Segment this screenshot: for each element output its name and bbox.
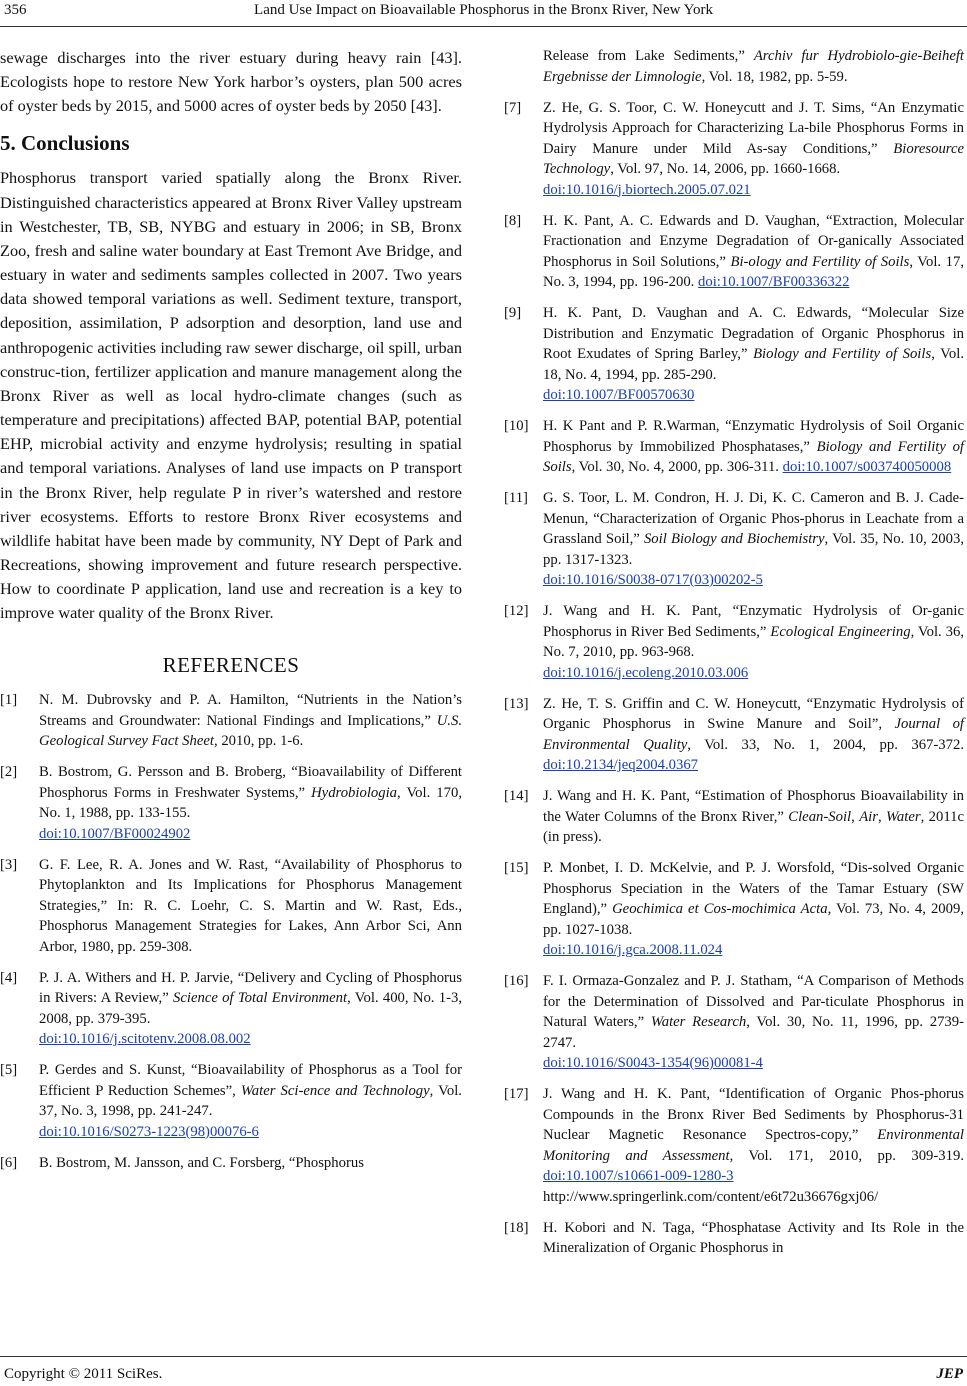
reference-text: H. K Pant and P. R.Warman, “Enzymatic Hydrolysis of Soil Organic Phosphorus by Immobilized Phosphatases,” Biology and Fertility of Soils, Vol. 30, No. 4, 2000, pp. 306-311. doi:10.1007/s003740050008: [543, 418, 964, 475]
reference-number: [5]: [0, 1062, 18, 1079]
reference-number: [6]: [0, 1154, 18, 1171]
doi-link[interactable]: doi:10.1016/j.gca.2008.11.024: [543, 942, 723, 958]
right-column: [504, 46, 964, 1269]
reference-text: H. K. Pant, D. Vaughan and A. C. Edwards, “Molecular Size Distribution and Enzymatic Degradation of Organic Phosphorus in Root Exudates of Spring Barley,” Biology and Fertility of Soils, Vol. 18, No. 4, 1994, pp. 285-290. doi:10.1007/BF00570630: [543, 303, 964, 406]
doi-link[interactable]: doi:10.1016/S0038-0717(03)00202-5: [543, 572, 763, 588]
reference-9: [504, 303, 964, 406]
reference-number: [17]: [504, 1086, 529, 1102]
page-footer: [0, 1352, 967, 1386]
conclusions-heading: 5. Conclusions: [0, 131, 130, 156]
reference-number: [10]: [504, 418, 529, 434]
page-number: 356: [4, 2, 27, 18]
doi-link[interactable]: doi:10.1007/BF00570630: [543, 387, 695, 403]
reference-number: [18]: [504, 1219, 529, 1236]
reference-number: [13]: [504, 695, 529, 712]
reference-text: Z. He, G. S. Toor, C. W. Honeycutt and J. T. Sims, “An Enzymatic Hydrolysis Approach for Characterizing La-bile Phosphorus Forms in Dairy Manure under Mild As-say Conditions,” Bioresource Technology, Vol. 97, No. 14, 2006, pp. 1660-1668. doi:10.1016/j.biortech.2005.07.021: [543, 98, 964, 201]
doi-link[interactable]: doi:10.1007/s10661-009-1280-3: [543, 1168, 734, 1184]
reference-number: [3]: [0, 856, 18, 873]
reference-text: Release from Lake Sediments,” Archiv fur Hydrobiolo-gie-Beiheft Ergebnisse der Limnologie, Vol. 18, 1982, pp. 5-59.: [543, 48, 964, 85]
springer-url[interactable]: http://www.springerlink.com/content/e6t72u36676gxj06/: [543, 1188, 879, 1205]
doi-link[interactable]: doi:10.1016/j.ecoleng.2010.03.006: [543, 664, 749, 681]
doi-link[interactable]: doi:10.1007/BF00024902: [39, 825, 191, 842]
copyright-notice: Copyright © 2011 SciRes.: [4, 1366, 163, 1382]
reference-11: [504, 488, 964, 591]
reference-text: B. Bostrom, G. Persson and B. Broberg, “Bioavailability of Different Phosphorus Forms in Freshwater Systems,” Hydrobiologia, Vol. 170, No. 1, 1988, pp. 133-155. doi:10.1007/BF00024902: [39, 762, 462, 844]
reference-4: [0, 968, 462, 1050]
reference-6-start: [0, 1153, 462, 1174]
reference-number: [4]: [0, 969, 18, 986]
doi-link[interactable]: doi:10.2134/jeq2004.0367: [543, 757, 699, 773]
page-header: [0, 0, 967, 30]
reference-number: [15]: [504, 860, 529, 876]
conclusions-paragraph: Phosphorus transport varied spatially along the Bronx River. Distinguished characteristics appeared at Bronx River Valley upstream in Westchester, TB, SB, NYBG and estuary in 2006; in SB, Bronx Zoo, fresh and saline water boundary at East Tremont Ave Bridge, and estuary in water and sediments samples collected in 2007. Two years data showed temporal variations as well. Sediment texture, transport, deposition, assimilation, P adsorption and desorption, land use and anthropogenic activities including raw sewer discharge, oil spill, urban construc-tion, fertilizer application and manure management along the Bronx River as well as local hydro-climate changes (such as temperature and precipitations) affected BAP, potential BAP, potential EHP, microbial activity and enzyme hydrolysis; resulting in spatial and temporal variations. Analyses of land use impacts on P transport in the Bronx River, help regulate P in river’s watershed and restore river ecosystems. Efforts to restore Bronx River ecosystems and wildlife habitat have been made by community, NY Dept of Park and Recreations, showing improvement and future research perspective. How to coordinate P application, land use and recreation is a key to improve water quality of the Bronx River.: [0, 168, 462, 623]
reference-text: G. F. Lee, R. A. Jones and W. Rast, “Availability of Phosphorus to Phytoplankton and Its Implications for Phosphorus Management Strategies,” In: R. C. Loehr, C. S. Martin and W. Rast, Eds., Phosphorus Management Strategies for Lakes, Ann Arbor Sci, Ann Arbor, 1980, pp. 259-308.: [39, 856, 462, 955]
reference-1: [0, 690, 462, 752]
reference-text: G. S. Toor, L. M. Condron, H. J. Di, K. C. Cameron and B. J. Cade-Menun, “Characterization of Organic Phos-phorus in Leachate from a Grassland Soil,” Soil Biology and Biochemistry, Vol. 35, No. 10, 2003, pp. 1317-1323. doi:10.1016/S0038-0717(03)00202-5: [543, 488, 964, 591]
reference-text: B. Bostrom, M. Jansson, and C. Forsberg, “Phosphorus: [39, 1154, 364, 1171]
references-heading: REFERENCES: [162, 653, 300, 678]
reference-text: Z. He, T. S. Griffin and C. W. Honeycutt, “Enzymatic Hydrolysis of Organic Phosphorus in Swine Manure and Soil”, Journal of Environmental Quality, Vol. 33, No. 1, 2004, pp. 367-372. doi:10.2134/jeq2004.0367: [543, 695, 964, 773]
doi-link[interactable]: doi:10.1016/j.biortech.2005.07.021: [543, 181, 751, 198]
footer-divider: [0, 1356, 967, 1357]
left-column: [0, 46, 462, 1184]
reference-number: [1]: [0, 692, 18, 709]
reference-number: [12]: [504, 603, 529, 619]
reference-text: P. Gerdes and S. Kunst, “Bioavailability of Phosphorus as a Tool for Efficient P Reduction Schemes”, Water Sci-ence and Technology, Vol. 37, No. 3, 1998, pp. 241-247. doi:10.1016/S0273-1223(98)00076-6: [39, 1060, 462, 1142]
reference-number: [9]: [504, 305, 522, 321]
reference-number: [14]: [504, 788, 529, 804]
reference-10: [504, 416, 964, 478]
reference-number: [7]: [504, 99, 522, 116]
running-title: Land Use Impact on Bioavailable Phosphorus in the Bronx River, New York: [254, 2, 713, 18]
reference-number: [16]: [504, 973, 529, 989]
reference-6-continued: [504, 46, 964, 87]
reference-17: [504, 1084, 964, 1207]
reference-2: [0, 762, 462, 844]
reference-8: [504, 211, 964, 293]
doi-link[interactable]: doi:10.1007/BF00336322: [698, 274, 850, 290]
reference-text: P. Monbet, I. D. McKelvie, and P. J. Worsfold, “Dis-solved Organic Phosphorus Speciation in the Waters of the Tamar Estuary (SW England),” Geochimica et Cos-mochimica Acta, Vol. 73, No. 4, 2009, pp. 1027-1038. doi:10.1016/j.gca.2008.11.024: [543, 858, 964, 961]
doi-link[interactable]: doi:10.1016/S0273-1223(98)00076-6: [39, 1123, 259, 1140]
reference-5: [0, 1060, 462, 1142]
reference-15: [504, 858, 964, 961]
intro-paragraph: sewage discharges into the river estuary during heavy rain [43]. Ecologists hope to restore New York harbor’s oysters, plan 500 acres of oyster beds by 2015, and 5000 acres of oyster beds by 2050 [43].: [0, 48, 462, 116]
reference-number: [11]: [504, 490, 528, 506]
reference-text: J. Wang and H. K. Pant, “Estimation of Phosphorus Bioavailability in the Water Columns of the Bronx River,” Clean-Soil, Air, Water, 2011c (in press).: [543, 788, 964, 845]
reference-text: J. Wang and H. K. Pant, “Identification of Organic Phos-phorus Compounds in the Bronx River Bed Sediments by Phosphorus-31 Nuclear Magnetic Resonance Spectros-copy,” Environmental Monitoring and Assessment, Vol. 171, 2010, pp. 309-319. doi:10.1007/s10661-009-1280-3 http://www.springerlink.com/content/e6t72u36676gxj06/: [543, 1086, 964, 1205]
journal-abbreviation: JEP: [936, 1366, 963, 1382]
reference-14: [504, 786, 964, 848]
doi-link[interactable]: doi:10.1007/s003740050008: [782, 459, 952, 475]
reference-number: [2]: [0, 764, 18, 781]
reference-16: [504, 971, 964, 1074]
reference-3: [0, 855, 462, 958]
reference-7: [504, 98, 964, 201]
reference-text: H. K. Pant, A. C. Edwards and D. Vaughan, “Extraction, Molecular Fractionation and Enzyme Degradation of Or-ganically Associated Phosphorus in Soil Solutions,” Bi-ology and Fertility of Soils, Vol. 17, No. 3, 1994, pp. 196-200. doi:10.1007/BF00336322: [543, 212, 965, 290]
reference-18: [504, 1218, 964, 1259]
header-divider: [0, 26, 967, 27]
reference-13: [504, 694, 964, 776]
doi-link[interactable]: doi:10.1016/S0043-1354(96)00081-4: [543, 1055, 763, 1071]
reference-text: F. I. Ormaza-Gonzalez and P. J. Statham, “A Comparison of Methods for the Determination of Dissolved and Par-ticulate Phosphorus in Natural Waters,” Water Research, Vol. 30, No. 11, 1996, pp. 2739-2747. doi:10.1016/S0043-1354(96)00081-4: [543, 971, 964, 1074]
reference-12: [504, 601, 964, 683]
reference-text: N. M. Dubrovsky and P. A. Hamilton, “Nutrients in the Nation’s Streams and Groundwater: National Findings and Implications,” U.S. Geological Survey Fact Sheet, 2010, pp. 1-6.: [39, 692, 462, 750]
reference-text: P. J. A. Withers and H. P. Jarvie, “Delivery and Cycling of Phosphorus in Rivers: A Review,” Science of Total Environment, Vol. 400, No. 1-3, 2008, pp. 379-395. doi:10.1016/j.scitotenv.2008.08.002: [39, 968, 462, 1050]
reference-text: H. Kobori and N. Taga, “Phosphatase Activity and Its Role in the Mineralization of Organic Phosphorus in: [543, 1219, 964, 1256]
reference-text: J. Wang and H. K. Pant, “Enzymatic Hydrolysis of Or-ganic Phosphorus in River Bed Sediments,” Ecological Engineering, Vol. 36, No. 7, 2010, pp. 963-968. doi:10.1016/j.ecoleng.2010.03.006: [543, 601, 964, 683]
reference-number: [8]: [504, 212, 522, 229]
doi-link[interactable]: doi:10.1016/j.scitotenv.2008.08.002: [39, 1031, 251, 1048]
